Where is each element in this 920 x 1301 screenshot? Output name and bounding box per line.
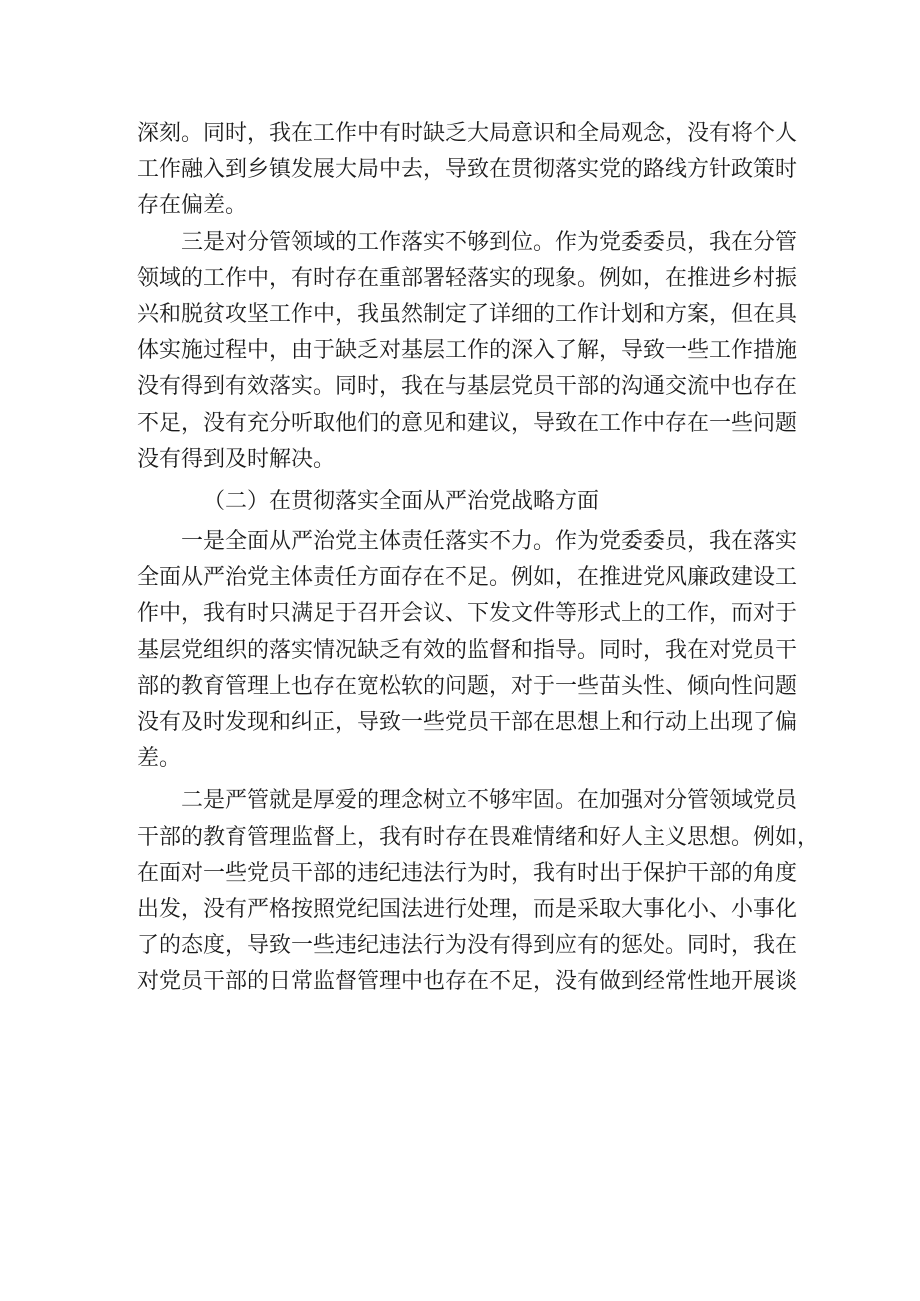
document-line: 三是对分管领域的工作落实不够到位。作为党委委员，我在分管 bbox=[181, 229, 798, 255]
document-line: 在面对一些党员干部的违纪违法行为时，我有时出于保护干部的角度 bbox=[137, 860, 798, 886]
document-line: 出发，没有严格按照党纪国法进行处理，而是采取大事化小、小事化 bbox=[137, 896, 798, 922]
document-line: 没有得到及时解决。 bbox=[137, 446, 336, 472]
document-line: 二是严管就是厚爱的理念树立不够牢固。在加强对分管领域党员 bbox=[181, 788, 798, 814]
document-line: 基层党组织的落实情况缺乏有效的监督和指导。同时，我在对党员干 bbox=[137, 637, 798, 663]
document-line: 部的教育管理上也存在宽松软的问题，对于一些苗头性、倾向性问题 bbox=[137, 673, 798, 699]
document-line: 兴和脱贫攻坚工作中，我虽然制定了详细的工作计划和方案，但在具 bbox=[137, 301, 798, 327]
document-body bbox=[137, 116, 820, 1001]
document-line: 干部的教育管理监督上，我有时存在畏难情绪和好人主义思想。例如， bbox=[137, 824, 820, 850]
document-line: 没有得到有效落实。同时，我在与基层党员干部的沟通交流中也存在 bbox=[137, 374, 798, 400]
document-line: 一是全面从严治党主体责任落实不力。作为党委委员，我在落实 bbox=[181, 529, 798, 555]
document-line: （二）在贯彻落实全面从严治党战略方面 bbox=[203, 488, 600, 514]
document-line: 不足，没有充分听取他们的意见和建议，导致在工作中存在一些问题 bbox=[137, 410, 798, 436]
document-line: 没有及时发现和纠正，导致一些党员干部在思想上和行动上出现了偏 bbox=[137, 710, 798, 735]
document-line: 差。 bbox=[137, 746, 182, 772]
document-line: 了的态度，导致一些违纪违法行为没有得到应有的惩处。同时，我在 bbox=[137, 933, 798, 959]
document-line: 工作融入到乡镇发展大局中去，导致在贯彻落实党的路线方针政策时 bbox=[137, 157, 798, 183]
document-line: 全面从严治党主体责任方面存在不足。例如，在推进党风廉政建设工 bbox=[137, 565, 798, 591]
document-line: 体实施过程中，由于缺乏对基层工作的深入了解，导致一些工作措施 bbox=[137, 338, 798, 364]
document-line: 深刻。同时，我在工作中有时缺乏大局意识和全局观念，没有将个人 bbox=[137, 121, 798, 146]
document-line: 存在偏差。 bbox=[137, 193, 248, 219]
document-line: 作中，我有时只满足于召开会议、下发文件等形式上的工作，而对于 bbox=[137, 601, 798, 627]
document-line: 领域的工作中，有时存在重部署轻落实的现象。例如，在推进乡村振 bbox=[137, 265, 798, 291]
document-line: 对党员干部的日常监督管理中也存在不足，没有做到经常性地开展谈 bbox=[137, 969, 798, 995]
